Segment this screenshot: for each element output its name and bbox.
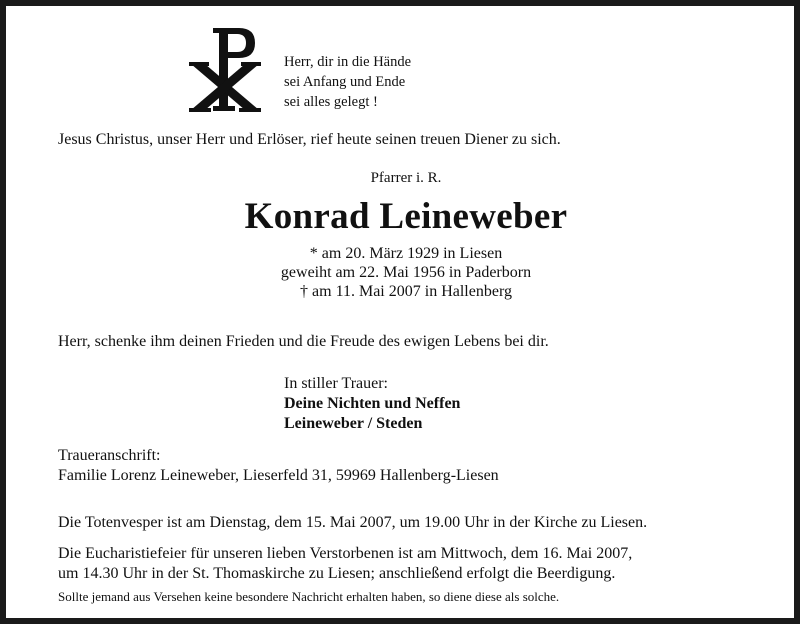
vesper-text: Die Totenvesper ist am Dienstag, dem 15. Mai 2007, um 19.00 Uhr in der Kirche zu Liesen.: [58, 514, 648, 531]
deceased-title: Pfarrer i. R.: [370, 170, 442, 186]
verse-line: Herr, dir in die Hände: [284, 54, 412, 70]
death-date: † am 11. Mai 2007 in Hallenberg: [300, 283, 512, 300]
address-value: Familie Lorenz Leineweber, Lieserfeld 31, 59969 Hallenberg-Liesen: [58, 467, 499, 484]
footer-note: Sollte jemand aus Versehen keine besondere Nachricht erhalten haben, so diene diese als solche.: [58, 589, 560, 604]
verse: [284, 52, 411, 112]
prayer-text: Herr, schenke ihm deinen Frieden und die Freude des ewigen Lebens bei dir.: [58, 333, 549, 350]
ordination-date: geweiht am 22. Mai 1956 in Paderborn: [280, 264, 532, 281]
mourning-label: In stiller Trauer:: [284, 375, 388, 392]
deceased-name: Konrad Leineweber: [244, 196, 568, 237]
verse-line: sei alles gelegt !: [284, 94, 378, 110]
life-dates: [6, 244, 800, 301]
chi-rho-icon: [189, 24, 261, 112]
eucharist-line-2: um 14.30 Uhr in der St. Thomaskirche zu Liesen; anschließend erfolgt die Beerdigung.: [58, 565, 616, 582]
mourners-block: [284, 374, 460, 434]
address-label: Traueranschrift:: [58, 447, 161, 464]
address-block: [58, 446, 499, 486]
intro-text: Jesus Christus, unser Herr und Erlöser, rief heute seinen treuen Diener zu sich.: [58, 131, 561, 148]
birth-date: * am 20. März 1929 in Liesen: [309, 245, 503, 262]
verse-line: sei Anfang und Ende: [284, 74, 406, 90]
eucharist-text: [58, 544, 632, 584]
eucharist-line-1: Die Eucharistiefeier für unseren lieben Verstorbenen ist am Mittwoch, dem 16. Mai 2007,: [58, 545, 633, 562]
mourners-line-2: Leineweber / Steden: [284, 415, 423, 432]
mourners-line-1: Deine Nichten und Neffen: [284, 395, 461, 412]
